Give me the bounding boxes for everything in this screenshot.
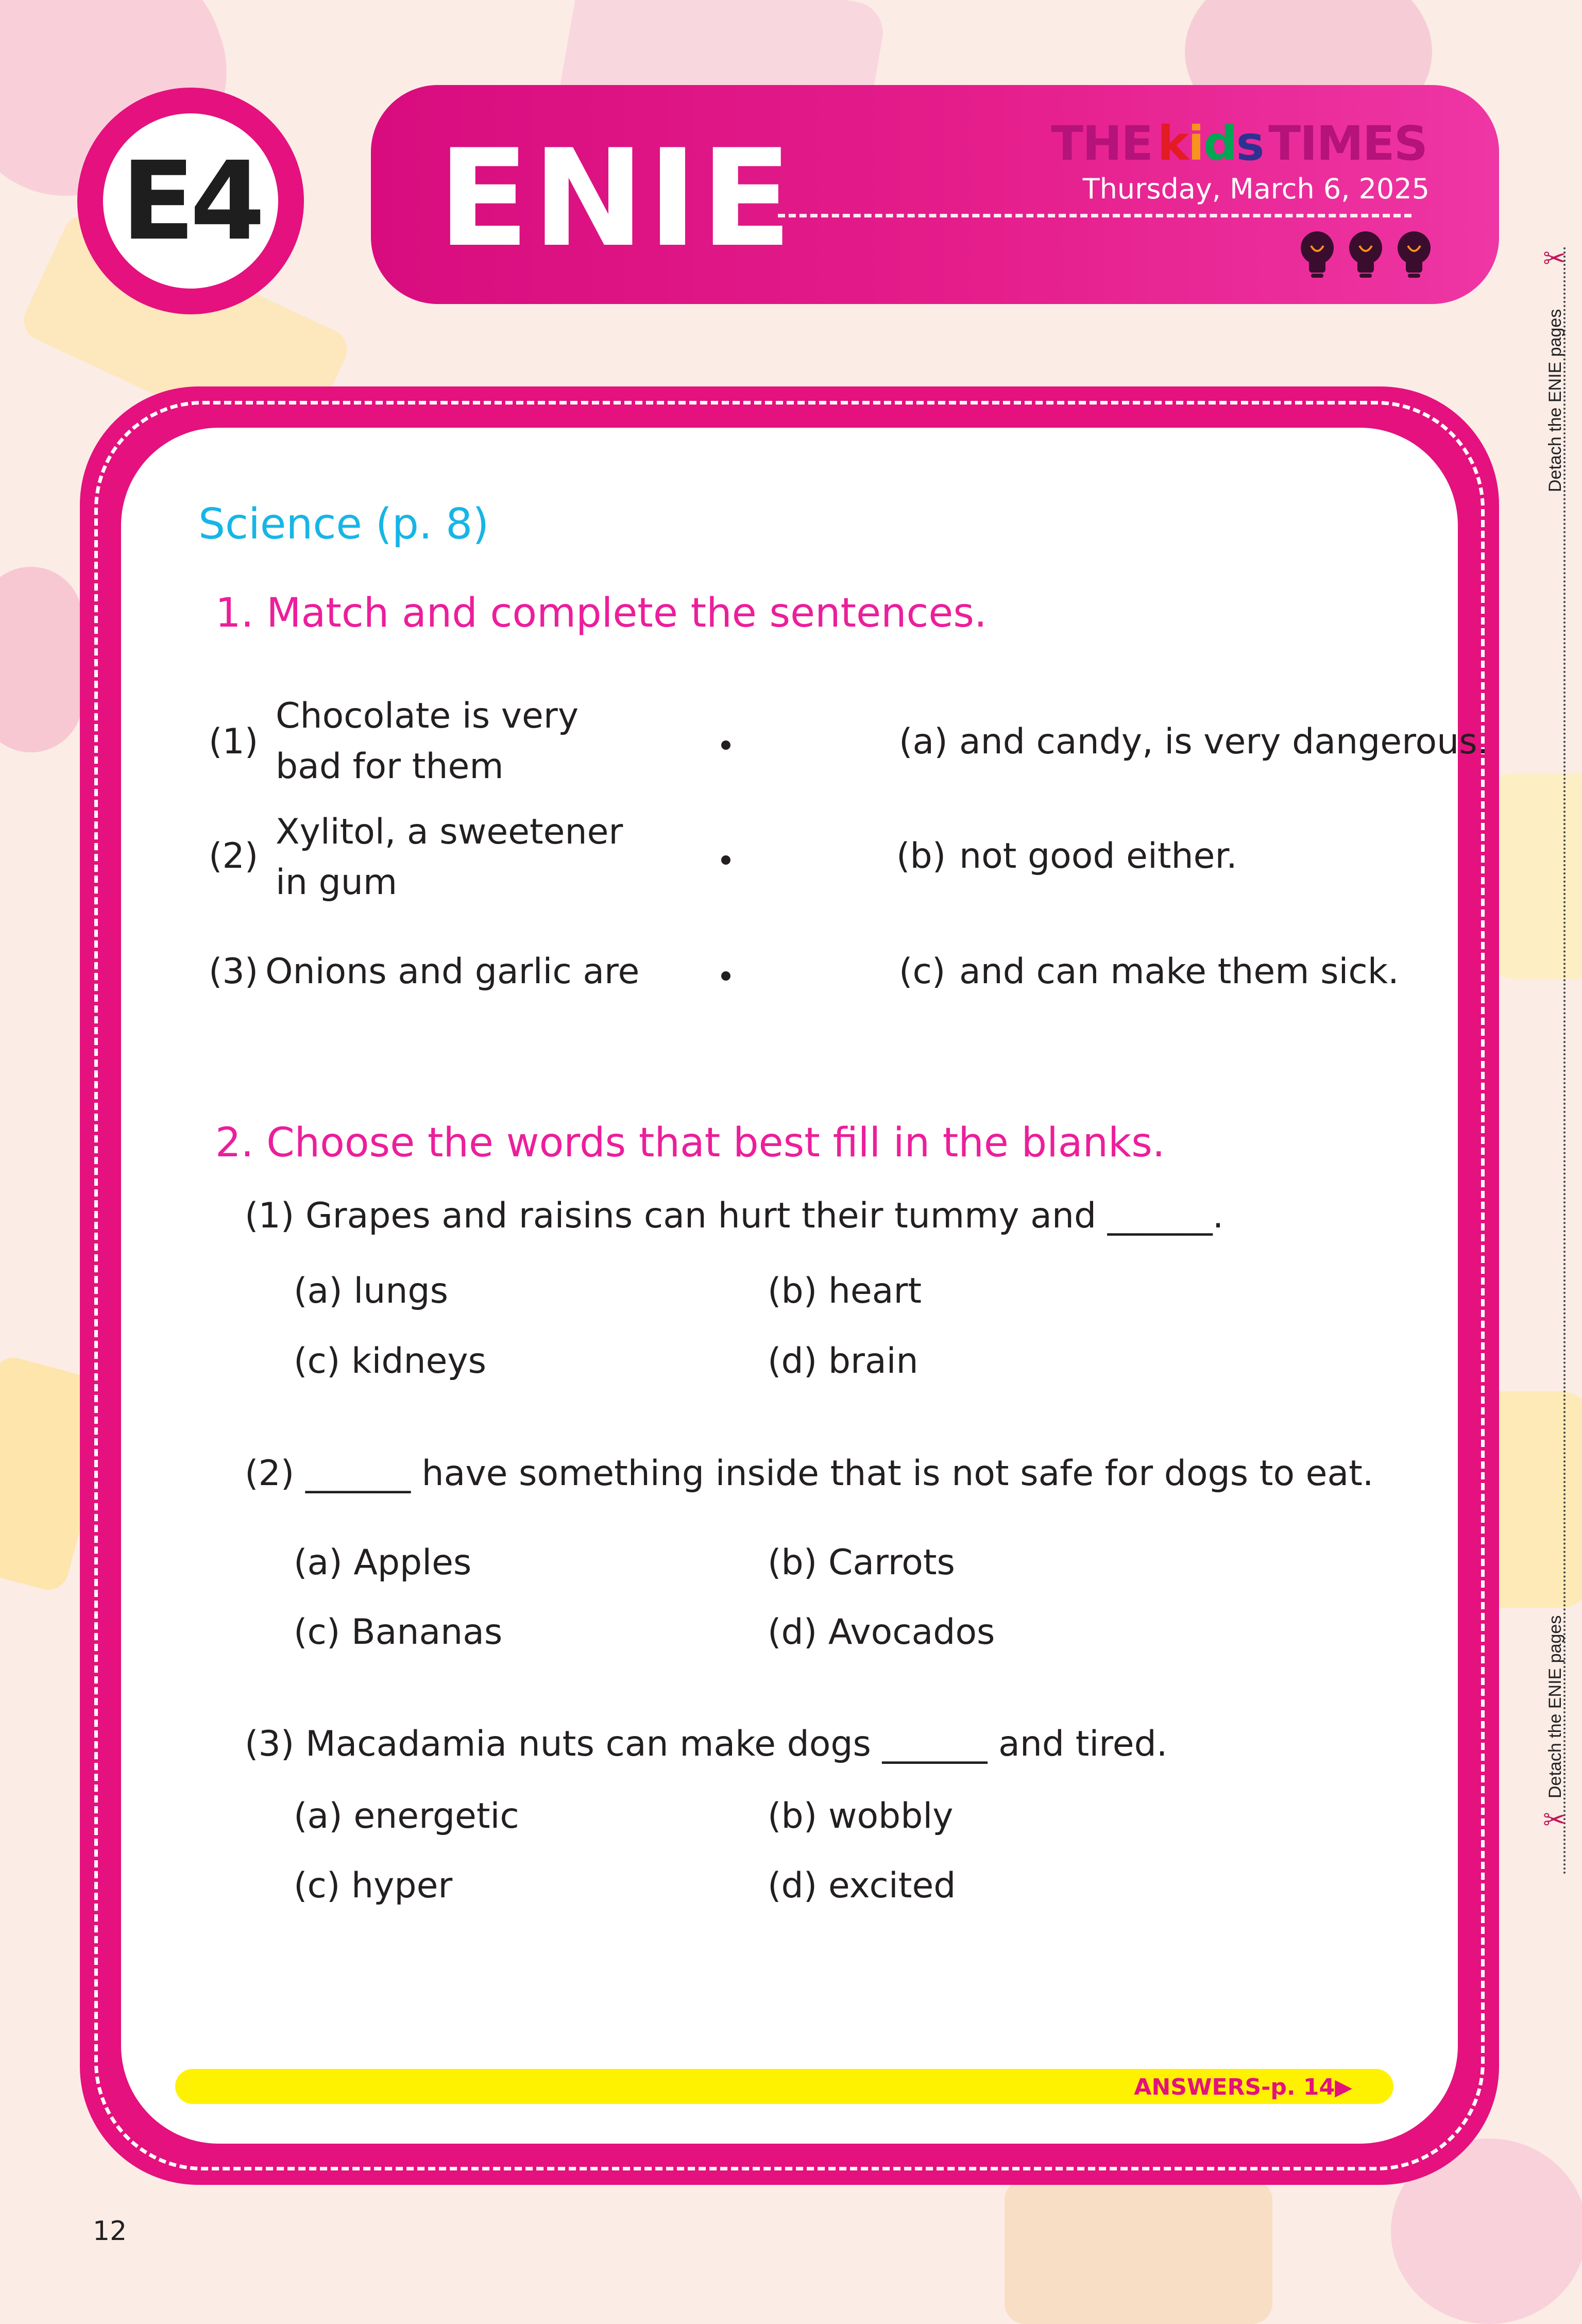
answer-option[interactable]: (c) hyper — [294, 1865, 453, 1906]
detach-label-top: Detach the ENIE pages — [1545, 309, 1565, 492]
scissors-icon: ✂ — [1543, 1804, 1567, 1836]
match-right-text: and can make them sick. — [959, 951, 1399, 992]
answer-option[interactable]: (a) Apples — [294, 1542, 472, 1583]
match-left-text: Onions and garlic are — [265, 951, 640, 992]
match-left-text: bad for them — [276, 746, 504, 787]
issue-date: Thursday, March 6, 2025 — [1082, 173, 1430, 205]
answer-option[interactable]: (d) Avocados — [768, 1612, 995, 1653]
masthead-letter: k — [1157, 116, 1188, 171]
answers-link[interactable]: ANSWERS-p. 14▶ — [1134, 2074, 1352, 2100]
match-left-number: (3) — [209, 951, 259, 992]
question-1-title: 1. Match and complete the sentences. — [215, 590, 987, 636]
match-right-letter: (c) — [899, 951, 946, 992]
masthead-logo — [1051, 116, 1427, 171]
answer-option[interactable]: (c) kidneys — [294, 1341, 487, 1382]
match-left-text: Chocolate is very — [276, 696, 579, 736]
background-shape — [0, 567, 82, 752]
lightbulb-icon — [1393, 229, 1435, 281]
match-left-number: (2) — [209, 836, 259, 877]
match-right-text: and candy, is very dangerous. — [959, 721, 1489, 762]
question-stem: (1) Grapes and raisins can hurt their tummy and ______. — [245, 1195, 1224, 1236]
scissors-icon: ✂ — [1543, 242, 1567, 275]
section-title: Science (p. 8) — [198, 500, 489, 549]
lightbulb-icon — [1297, 229, 1338, 281]
question-stem: (3) Macadamia nuts can make dogs ______ and tired. — [245, 1724, 1168, 1764]
question-stem: (2) ______ have something inside that is not safe for dogs to eat. — [245, 1453, 1374, 1494]
edition-badge-label: E4 — [103, 113, 278, 289]
match-left-number: (1) — [209, 721, 259, 762]
page-title: ENIE — [438, 121, 795, 277]
answer-option[interactable]: (a) lungs — [294, 1271, 449, 1311]
match-right-text: not good either. — [959, 836, 1237, 877]
match-left-text: in gum — [276, 862, 398, 903]
masthead-word-the: THE — [1051, 116, 1152, 171]
background-shape — [1005, 2180, 1272, 2324]
match-dot[interactable] — [721, 971, 730, 981]
header-banner — [371, 85, 1499, 304]
match-right-letter: (b) — [896, 836, 946, 877]
page-number: 12 — [93, 2216, 127, 2247]
masthead-letter: i — [1188, 116, 1203, 171]
banner-divider — [778, 214, 1411, 217]
answer-option[interactable]: (d) excited — [768, 1865, 956, 1906]
edition-badge — [77, 88, 304, 314]
answer-option[interactable]: (b) wobbly — [768, 1796, 954, 1837]
answer-option[interactable]: (b) Carrots — [768, 1542, 955, 1583]
masthead-word-times: TIMES — [1268, 116, 1427, 171]
answer-option[interactable]: (a) energetic — [294, 1796, 519, 1837]
masthead-letter: d — [1203, 116, 1236, 171]
answer-option[interactable]: (b) heart — [768, 1271, 922, 1311]
match-right-letter: (a) — [899, 721, 948, 762]
match-dot[interactable] — [721, 740, 730, 750]
answer-option[interactable]: (c) Bananas — [294, 1612, 503, 1653]
detach-label-bottom: Detach the ENIE pages — [1545, 1615, 1565, 1798]
answer-option[interactable]: (d) brain — [768, 1341, 918, 1382]
match-dot[interactable] — [721, 855, 730, 865]
masthead-letter: s — [1236, 116, 1264, 171]
lightbulb-icon — [1345, 229, 1386, 281]
match-left-text: Xylitol, a sweetener — [276, 812, 623, 852]
question-2-title: 2. Choose the words that best fill in the blanks. — [215, 1120, 1165, 1166]
difficulty-level — [1297, 229, 1435, 281]
answers-bar — [175, 2069, 1393, 2104]
